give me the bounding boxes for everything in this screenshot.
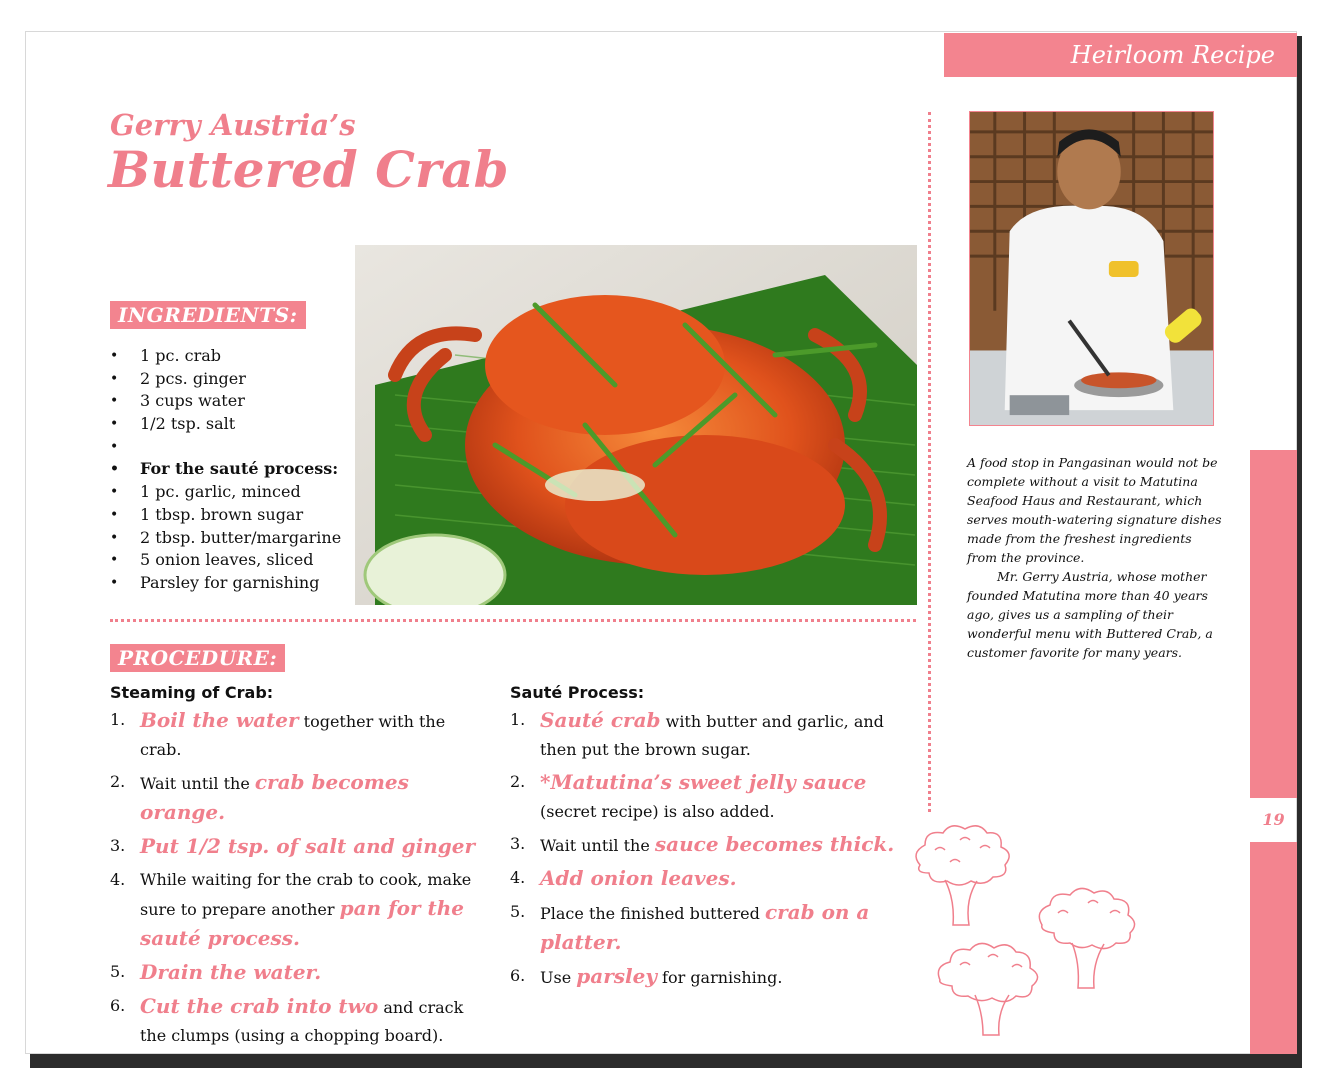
step-item: 2. *Matutina’s sweet jelly sauce (secret recipe) is also added.	[510, 770, 867, 821]
saute-steps	[510, 706, 900, 996]
photo-caption	[967, 453, 1223, 662]
ingredients-heading: INGREDIENTS:	[110, 301, 306, 329]
ingredient-item: • 3 cups water	[110, 390, 341, 413]
step-item: 6. Cut the crab into two and crack the clumps (using a chopping board).	[110, 994, 464, 1045]
buttered-crab-photo	[355, 245, 917, 605]
step-item: 4. Add onion leaves.	[510, 866, 737, 890]
ingredient-item: • 1 pc. garlic, minced	[110, 481, 341, 504]
ingredient-item: • 1 pc. crab	[110, 345, 341, 368]
step-item: 4. While waiting for the crab to cook, make sure to prepare another pan for the sauté process.	[110, 870, 472, 950]
recipe-author-title: Gerry Austria’s	[110, 108, 356, 142]
vertical-divider	[928, 112, 931, 812]
step-item: 5. Drain the water.	[110, 960, 322, 984]
ingredients-list	[110, 345, 341, 595]
broccoli-illustration	[905, 820, 1025, 930]
ingredient-item: • Parsley for garnishing	[110, 572, 341, 595]
side-accent-bar	[1250, 842, 1297, 1054]
step-item: 6. Use parsley for garnishing.	[510, 964, 783, 988]
saute-heading: Sauté Process:	[510, 683, 645, 702]
page-number: 19	[1262, 809, 1285, 829]
step-item: 1. Boil the water together with the crab.	[110, 708, 446, 759]
ingredient-item: • 1 tbsp. brown sugar	[110, 504, 341, 527]
recipe-title: Buttered Crab	[108, 140, 509, 199]
step-item: 3. Put 1/2 tsp. of salt and ginger	[110, 834, 476, 858]
caption-paragraph: A food stop in Pangasinan would not be complete without a visit to Matutina Seafood Haus and Restaurant, which serves mouth-watering signature dishes made from the freshest ingredients from the province.	[967, 455, 1222, 565]
chef-photo	[969, 111, 1214, 426]
broccoli-illustration	[930, 935, 1060, 1040]
step-item: 3. Wait until the sauce becomes thick.	[510, 832, 895, 856]
section-header	[944, 33, 1297, 77]
procedure-heading: PROCEDURE:	[110, 644, 285, 672]
ingredient-item: • 1/2 tsp. salt	[110, 413, 341, 436]
section-label: Heirloom Recipe	[1070, 41, 1275, 69]
ingredient-item	[110, 436, 341, 459]
step-item: 1. Sauté crab with butter and garlic, and then put the brown sugar.	[510, 708, 884, 759]
ingredient-subheading: • For the sauté process:	[110, 458, 341, 481]
caption-paragraph: Mr. Gerry Austria, whose mother founded Matutina more than 40 years ago, gives us a sampling of their wonderful menu with Buttered Crab, a customer favorite for many years.	[967, 569, 1213, 660]
side-accent-bar	[1250, 450, 1297, 798]
steaming-steps	[110, 706, 490, 1054]
ingredient-item: • 2 pcs. ginger	[110, 368, 341, 391]
steaming-heading: Steaming of Crab:	[110, 683, 274, 702]
ingredient-item: • 2 tbsp. butter/margarine	[110, 527, 341, 550]
ingredient-item: • 5 onion leaves, sliced	[110, 549, 341, 572]
step-item: 2. Wait until the crab becomes orange.	[110, 770, 409, 824]
step-item: 5. Place the finished buttered crab on a platter.	[510, 900, 870, 954]
horizontal-divider	[110, 619, 916, 622]
